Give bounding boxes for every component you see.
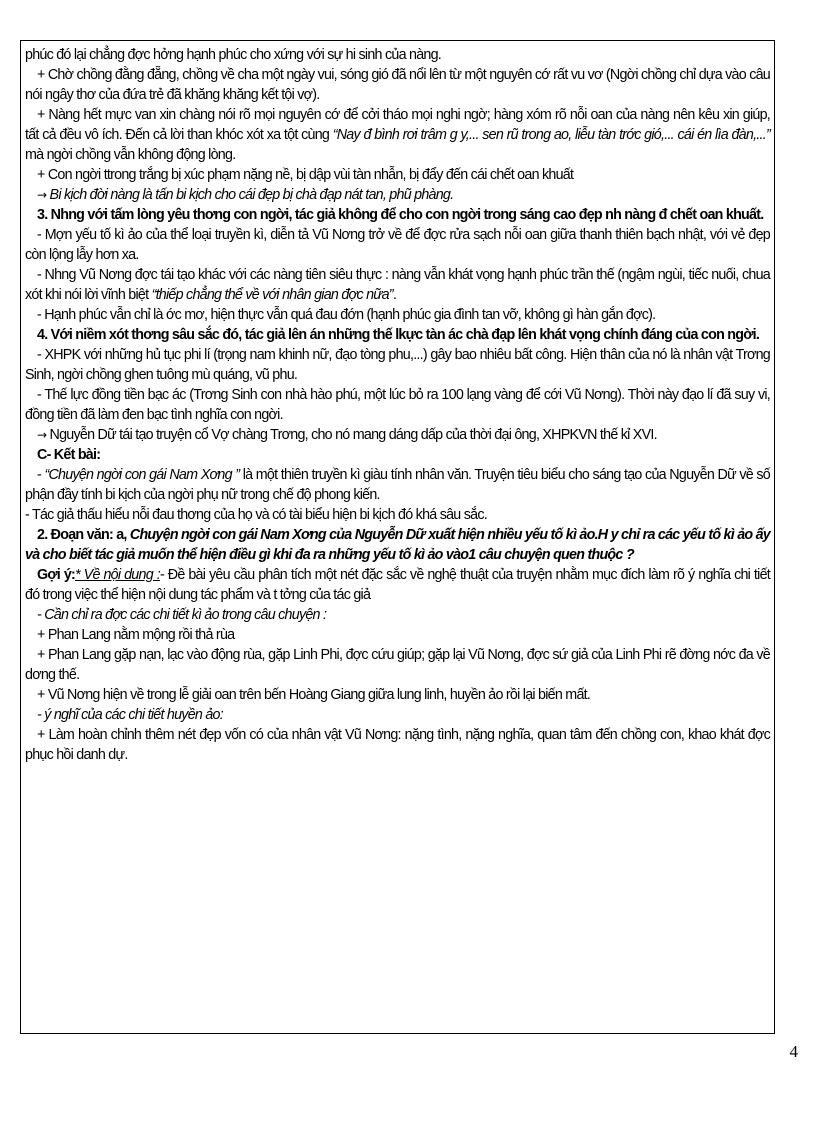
text-run: + Phan Lang gặp nạn, lạc vào động rùa, gặp Linh Phi, đợc cứu giúp; gặp lại Vũ Nơng, đợc sứ giả của Linh Phi rẽ đờng nớc đa về dơng thế. [25,647,770,683]
paragraph [25,165,770,185]
paragraph [25,185,770,205]
paragraph [25,625,770,645]
text-run: + Phan Lang nằm mộng rồi thả rùa [37,627,235,643]
paragraph [25,445,770,465]
text-run: Chuyện ngời con gái Nam Xơng [129,527,326,543]
text-run: “thiếp chẳng thể về với nhân gian đợc nữa” [151,287,393,303]
text-run: - XHPK với những hủ tục phi lí (trọng nam khinh nữ, đạo tòng phu,...) gây bao nhiêu bất công. Hiện thân của nó là nhân vật Trơng Sinh, ngời chồng ghen tuông mù quáng, vũ phu. [25,347,770,383]
paragraph [25,65,770,105]
text-run: → [37,428,47,442]
paragraph [25,505,770,525]
text-run: - Nhng Vũ Nơng đợc tái tạo khác với các nàng tiên siêu thực : nàng vẫn khát vọng hạnh phúc trần thế (ngậm ngùi, tiếc nuối, chua xót khi nói lời vĩnh biệt [25,267,770,303]
text-run: 2. Đoạn văn: a, [37,527,130,543]
paragraph [25,385,770,425]
paragraph [25,205,770,225]
paragraph [25,705,770,725]
text-run: + Làm hoàn chỉnh thêm nét đẹp vốn có của nhân vật Vũ Nơng: nặng tình, nặng nghĩa, quan tâm đến chồng con, khao khát đợc phục hồi danh dự. [25,727,770,763]
page-number: 4 [789,1042,798,1061]
document-frame [20,40,775,1034]
text-run: + Vũ Nơng hiện về trong lễ giải oan trên bến Hoàng Giang giữa lung linh, huyền ảo rồi lại biến mất. [37,687,591,703]
paragraph [25,325,770,345]
paragraph [25,685,770,705]
paragraph [25,305,770,325]
paragraph [25,725,770,765]
text-run: Nguyễn Dữ tái tạo truyện cổ Vợ chàng Trơng, cho nó mang dáng dấp của thời đại ông, XHPKVN thế kỉ XVI. [46,427,657,443]
paragraph [25,45,770,65]
text-run: của Nguyễn Dữ xuất hiện nhiều yếu tố kì ảo.H y chỉ ra các yếu tố kì ảo ấy và cho biết tác giả muốn thể hiện điều gì khi đa ra những yếu tố kì ảo vào1 câu chuyện quen thuộc ? [25,527,770,563]
paragraph [25,465,770,505]
text-run: - [37,467,45,483]
paragraph [25,565,770,605]
text-run: là một thiên truyền kì giàu tính nhân văn. Truyện tiêu biểu cho sáng tạo của Nguyễn Dữ về số phận đầy tính bi kịch của ngời phụ nữ trong chế độ phong kiến. [25,467,770,503]
text-run: 4. Với niềm xót thơng sâu sắc đó, tác giả lên án những thế lkực tàn ác chà đạp lên khát vọng chính đáng của con ngời. [37,327,760,343]
paragraph [25,425,770,445]
text-run: “Chuyện ngời con gái Nam Xơng ” [44,467,240,483]
text-run: - Hạnh phúc vẫn chỉ là ớc mơ, hiện thực vẫn quá đau đớn (hạnh phúc gia đình tan vỡ, không gì hàn gắn đợc). [37,307,656,323]
text-run: 3. Nhng với tấm lòng yêu thơng con ngời, tác giả không để cho con ngời trong sáng cao đẹp nh nàng đ chết oan khuất. [37,207,764,223]
text-run: - Thế lực đồng tiền bạc ác (Trơng Sinh con nhà hào phú, một lúc bỏ ra 100 lạng vàng để cới Vũ Nơng). Thời này đạo lí đã suy vi, đồng tiền đã làm đen bạc tình nghĩa con ngời. [25,387,770,423]
paragraph [25,605,770,625]
text-run: - ý nghĩ của các chi tiết huyền ảo: [37,707,223,723]
paragraph [25,265,770,305]
text-run: - Mợn yếu tố kì ảo của thể loại truyền kì, diễn tả Vũ Nơng trở về để đợc rửa sạch nỗi oan giữa thanh thiên bạch nhật, với vẻ đẹp còn lộng lẫy hơn xa. [25,227,770,263]
paragraph [25,645,770,685]
text-run: . [392,287,397,303]
text-run: C- Kết bài: [37,447,101,463]
text-run: + Chờ chồng đằng đẵng, chồng về cha một ngày vui, sóng gió đã nổi lên từ một nguyên cớ rất vu vơ (Ngời chồng chỉ dựa vào câu nói ngây thơ của đứa trẻ đã khăng khăng kết tội vợ). [25,67,770,103]
text-run: + Nàng hết mực van xin chàng nói rõ mọi nguyên cớ để cởi tháo mọi nghi ngờ; hàng xóm rõ nỗi oan của nàng nên kêu xin giúp, tất cả đều vô ích. Đến cả lời than khóc xót xa tột cùng [25,107,770,143]
text-run: * Về nội dung : [75,567,160,583]
paragraph [25,345,770,385]
paragraph [25,105,770,165]
text-run: Gợi ý: [37,567,76,583]
text-run: - Cần chỉ ra đợc các chi tiết kì ảo trong câu chuyện : [37,607,327,623]
text-run: + Con ngời ttrong trắng bị xúc phạm nặng nề, bị dập vùi tàn nhẫn, bị đẩy đến cái chết oan khuất [37,167,574,183]
text-run: phúc đó lại chẳng đợc hởng hạnh phúc cho xứng với sự hi sinh của nàng. [25,47,442,63]
paragraph [25,525,770,565]
text-run: “Nay đ bình rơi trâm g y,... sen rũ trong ao, liễu tàn trớc gió,... cái én lìa đàn,...” [332,127,770,143]
text-run: Bi kịch đời nàng là tấn bi kịch cho cái đẹp bị chà đạp nát tan, phũ phàng. [46,187,454,203]
text-run: - Đề bài yêu cầu phân tích một nét đặc sắc về nghệ thuật của truyện nhằm mục đích làm rõ ý nghĩa chi tiết đó trong việc thể hiện nội dung tác phẩm và t tởng của tác giả [25,567,770,603]
text-run: mà ngời chồng vẫn không động lòng. [25,147,236,163]
text-run: - Tác giả thấu hiểu nỗi đau thơng của họ và có tài biểu hiện bi kịch đó khá sâu sắc. [25,507,487,523]
text-run: → [37,188,47,202]
paragraph [25,225,770,265]
